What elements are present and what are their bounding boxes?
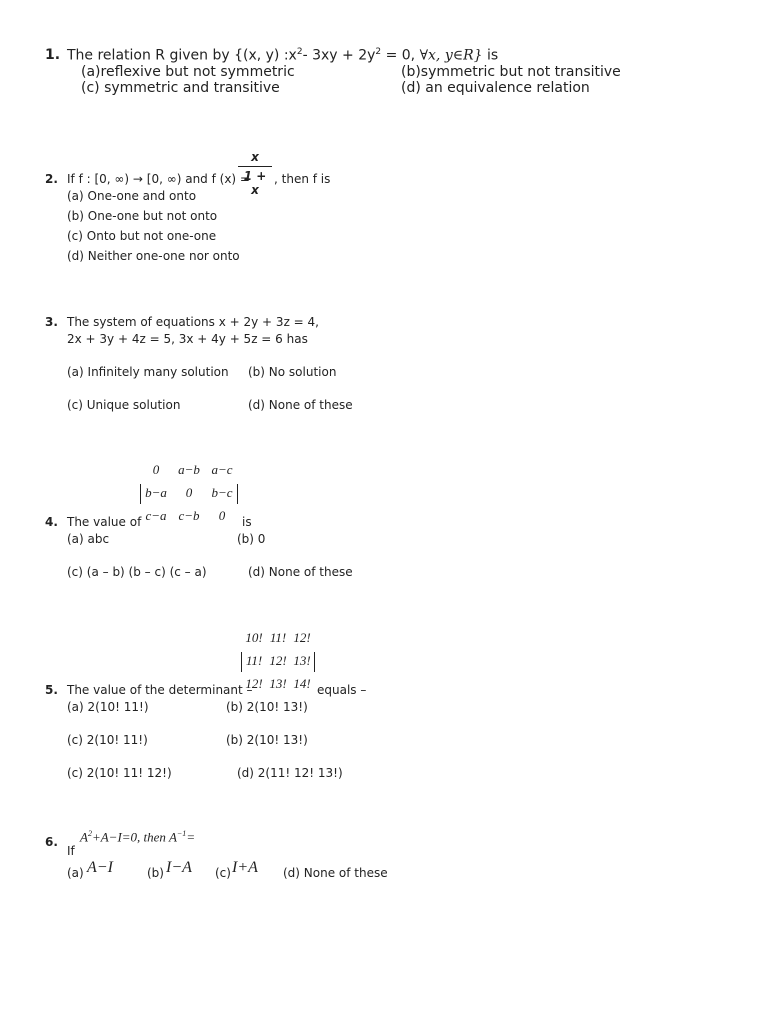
determinant-bar-right: [314, 652, 315, 672]
option-d: (d) 2(11! 12! 13!): [237, 766, 343, 780]
option-c-label: (c): [215, 866, 231, 880]
fraction-numerator: x: [251, 150, 259, 164]
determinant-bar-left: [140, 484, 141, 504]
option-b-expression: I−A: [166, 859, 192, 876]
eq-part: =: [186, 829, 196, 845]
superscript: 2: [296, 47, 303, 57]
option-a-label: (a): [67, 866, 84, 880]
eq-part: A: [168, 829, 177, 845]
option-c: (c) Onto but not one-one: [67, 229, 217, 243]
option-c: (c) 2(10! 11!): [67, 733, 148, 747]
matrix-cell: 12!: [293, 630, 311, 645]
stem-part: - 3xy + 2y: [302, 47, 376, 64]
question-number: 2.: [45, 172, 58, 186]
fraction-denominator: 1 + x: [243, 169, 267, 197]
superscript: 2: [375, 47, 382, 57]
question-number: 4.: [45, 515, 58, 529]
superscript: 2: [87, 829, 92, 838]
stem-part: The relation R given by {(x, y) :x: [67, 47, 297, 64]
option-b: (b) One-one but not onto: [67, 209, 218, 223]
determinant: [140, 462, 240, 528]
option-c: (c) symmetric and transitive: [81, 80, 280, 96]
question-number: 3.: [45, 315, 58, 329]
option-d: (d) None of these: [248, 565, 353, 579]
question-stem-line-1: The system of equations x + 2y + 3z = 4,: [67, 315, 319, 329]
matrix-cell: 10!: [245, 630, 263, 645]
superscript: −1: [176, 829, 187, 838]
matrix-cell: c−a: [145, 508, 167, 523]
matrix-cell: 0: [185, 485, 193, 500]
stem-part: = 0,: [381, 47, 416, 64]
option-a: (a)reflexive but not symmetric: [81, 64, 295, 80]
question-stem: The value of: [67, 515, 142, 529]
matrix-cell: 12!: [245, 676, 263, 691]
matrix-cell: a−c: [211, 462, 233, 477]
equation: [80, 829, 195, 845]
stem-part: is: [482, 47, 499, 64]
matrix-cell: a−b: [178, 462, 200, 477]
option-d: (d) None of these: [248, 398, 353, 412]
matrix-cell: 11!: [245, 653, 263, 668]
eq-part: +A−I=0, then: [91, 829, 166, 845]
if-word: If: [67, 844, 75, 858]
matrix-cell: 14!: [293, 676, 311, 691]
option-a: (a) One-one and onto: [67, 189, 197, 203]
option-c-repeat: (c) 2(10! 11! 12!): [67, 766, 172, 780]
determinant-bar-right: [237, 484, 238, 504]
option-b: (b) No solution: [248, 365, 337, 379]
option-c: (c) Unique solution: [67, 398, 181, 412]
eq-part: A: [80, 829, 88, 845]
option-b-repeat: (b) 2(10! 13!): [226, 733, 308, 747]
math-expression: ∀x, y∈R}: [419, 47, 483, 64]
question-number: 5.: [45, 683, 58, 697]
matrix-cell: b−a: [145, 485, 167, 500]
matrix-cell: b−c: [211, 485, 233, 500]
option-b: (b) 2(10! 13!): [226, 700, 308, 714]
matrix-cell: c−b: [178, 508, 200, 523]
matrix-cell: 11!: [269, 630, 287, 645]
option-c: (c) (a – b) (b – c) (c – a): [67, 565, 207, 579]
question-stem-line-2: 2x + 3y + 4z = 5, 3x + 4y + 5z = 6 has: [67, 332, 308, 346]
question-stem: The value of the determinant –: [67, 683, 253, 697]
option-a-expression: A−I: [87, 859, 113, 876]
matrix-cell: 0: [152, 462, 160, 477]
option-b: (b)symmetric but not transitive: [401, 64, 621, 80]
fraction-bar: [238, 166, 272, 167]
question-number: 6.: [45, 835, 58, 849]
option-b: (b) 0: [237, 532, 266, 546]
option-d: (d) Neither one-one nor onto: [67, 249, 240, 263]
option-a: (a) 2(10! 11!): [67, 700, 149, 714]
question-stem: [67, 47, 498, 64]
option-a: (a) abc: [67, 532, 110, 546]
question-stem-end: , then f is: [274, 172, 331, 186]
matrix-cell: 12!: [269, 653, 287, 668]
option-d: (d) an equivalence relation: [401, 80, 590, 96]
option-a: (a) Infinitely many solution: [67, 365, 229, 379]
matrix-cell: 0: [218, 508, 226, 523]
question-stem-end: equals –: [317, 683, 367, 697]
matrix-cell: 13!: [293, 653, 311, 668]
matrix-cell: 13!: [269, 676, 287, 691]
question-number: 1.: [45, 47, 61, 63]
option-d: (d) None of these: [283, 866, 388, 880]
question-stem: If f : [0, ∞) → [0, ∞) and f (x) =: [67, 172, 250, 186]
option-c-expression: I+A: [232, 859, 258, 876]
option-b-label: (b): [147, 866, 164, 880]
question-stem-end: is: [242, 515, 252, 529]
